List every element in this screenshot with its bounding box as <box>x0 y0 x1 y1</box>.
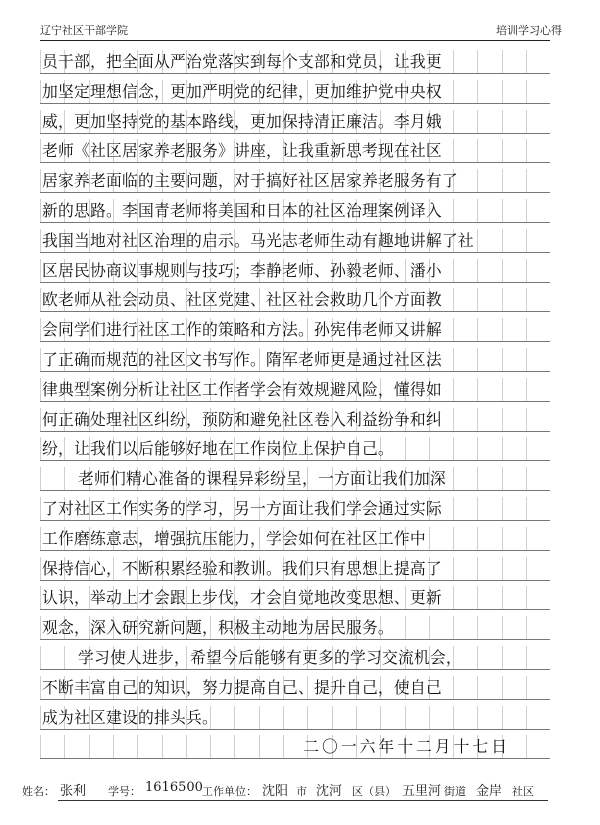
grid-cell <box>40 467 64 491</box>
footer-rule <box>58 800 548 801</box>
manuscript-line <box>40 378 550 402</box>
line-text: 观念，深入研究新问题，积极主动地为居民服务。 <box>42 618 394 638</box>
line-rule <box>40 222 550 223</box>
grid-cell <box>259 735 283 759</box>
manuscript-line <box>40 139 550 163</box>
manuscript-line <box>40 229 550 253</box>
grid-cell <box>64 735 88 759</box>
manuscript-line <box>40 199 550 223</box>
student-id-value: 1616500 <box>145 780 203 795</box>
line-text: 何正确处理社区纠纷，预防和避免社区卷入利益纷争和纠 <box>42 409 442 429</box>
city-value: 沈阳 <box>262 784 289 799</box>
manuscript-line <box>40 497 550 521</box>
line-rule <box>40 282 550 283</box>
student-id-label: 学号： <box>108 785 141 798</box>
line-text: 区居民协商议事规则与技巧；李静老师、孙毅老师、潘小 <box>42 260 442 280</box>
grid-cell <box>89 735 113 759</box>
line-text: 我国当地对社区治理的启示。马光志老师生动有趣地讲解了社 <box>42 230 474 250</box>
line-rule <box>40 73 550 74</box>
line-rule <box>40 550 550 551</box>
grid-cell <box>40 646 64 670</box>
line-text: 了对社区工作实务的学习，另一方面让我们学会通过实际 <box>42 499 442 518</box>
page-header <box>0 16 600 40</box>
community-value: 金岸 <box>476 784 503 799</box>
work-unit-label: 工作单位： <box>202 785 257 798</box>
line-rule <box>40 311 550 312</box>
manuscript-line <box>40 348 550 372</box>
manuscript-line <box>40 169 550 193</box>
line-rule <box>40 729 550 730</box>
writing-grid <box>40 50 550 765</box>
manuscript-line <box>40 50 550 74</box>
line-rule <box>40 133 550 134</box>
line-text: 学习使人进步，希望今后能够有更多的学习交流机会， <box>78 648 462 667</box>
district-suffix: 区（县） <box>352 785 396 798</box>
grid-cell <box>186 735 210 759</box>
line-rule <box>40 758 550 759</box>
grid-cell <box>137 735 161 759</box>
manuscript-line <box>40 110 550 134</box>
manuscript-line <box>40 527 550 551</box>
community-suffix: 社区 <box>512 785 534 798</box>
signature-date: 二〇一六年十二月十七日 <box>303 737 510 757</box>
line-rule <box>40 490 550 491</box>
student-info-footer <box>0 780 600 807</box>
line-text: 加坚定理想信念，更加严明党的纪律，更加维护党中央权 <box>42 81 442 101</box>
line-rule <box>40 639 550 640</box>
line-rule <box>40 431 550 432</box>
line-text: 新的思路。李国青老师将美国和日本的社区治理案例译入 <box>42 201 442 220</box>
manuscript-line <box>40 676 550 700</box>
line-rule <box>40 252 550 253</box>
line-rule <box>40 341 550 342</box>
manuscript-line <box>40 706 550 730</box>
grid-cell <box>210 735 234 759</box>
document-type: 培训学习心得 <box>496 24 562 37</box>
line-rule <box>40 371 550 372</box>
header-rule <box>40 40 550 41</box>
grid-cell <box>234 735 258 759</box>
manuscript-line <box>40 616 550 640</box>
line-rule <box>40 520 550 521</box>
line-text: 老师们精心准备的课程异彩纷呈，一方面让我们加深 <box>78 469 446 489</box>
name-label: 姓名： <box>22 785 55 798</box>
grid-cell <box>113 735 137 759</box>
manuscript-line <box>40 557 550 581</box>
line-text: 会同学们进行社区工作的策略和方法。孙宪伟老师又讲解 <box>42 320 442 340</box>
line-text: 员干部，把全面从严治党落实到每个支部和党员，让我更 <box>42 52 442 71</box>
line-rule <box>40 103 550 104</box>
line-rule <box>40 580 550 581</box>
name-value: 张利 <box>60 784 87 799</box>
line-rule <box>40 699 550 700</box>
line-text: 保持信心，不断积累经验和教训。我们只有思想上提高了 <box>42 558 442 578</box>
manuscript-line <box>40 408 550 432</box>
line-rule <box>40 401 550 402</box>
line-text: 律典型案例分析让社区工作者学会有效规避风险，懂得如 <box>42 379 442 399</box>
line-text: 纷，让我们以后能够好地在工作岗位上保护自己。 <box>42 439 394 459</box>
manuscript-line <box>40 437 550 461</box>
grid-cell <box>162 735 186 759</box>
school-name: 辽宁社区干部学院 <box>40 24 128 37</box>
line-rule <box>40 460 550 461</box>
manuscript-line <box>40 646 550 670</box>
district-value: 沈河 <box>316 784 343 799</box>
line-rule <box>40 162 550 163</box>
grid-cell <box>40 735 64 759</box>
line-text: 了正确而规范的社区文书写作。隋军老师更是通过社区法 <box>42 350 442 369</box>
line-text: 认识，举动上才会跟上步伐，才会自觉地改变思想、更新 <box>42 588 442 608</box>
street-value: 五里河 <box>402 784 442 799</box>
manuscript-line <box>40 288 550 312</box>
line-text: 欧老师从社会动员、社区党建、社区社会救助几个方面教 <box>42 290 442 310</box>
line-text: 威，更加坚持党的基本路线，更加保持清正廉洁。李月娥 <box>42 111 442 131</box>
line-rule <box>40 669 550 670</box>
line-text: 成为社区建设的排头兵。 <box>42 707 218 727</box>
street-suffix: 街道 <box>444 785 466 798</box>
manuscript-line <box>40 259 550 283</box>
grid-cell <box>526 735 550 759</box>
line-text: 工作磨练意志，增强抗压能力，学会如何在社区工作中 <box>42 528 426 548</box>
manuscript-line <box>40 467 550 491</box>
manuscript-line <box>40 318 550 342</box>
line-rule <box>40 609 550 610</box>
manuscript-line <box>40 80 550 104</box>
line-text: 老师《社区居家养老服务》讲座，让我重新思考现在社区 <box>42 141 442 161</box>
line-text: 居家养老面临的主要问题，对于搞好社区居家养老服务有了 <box>42 171 458 191</box>
manuscript-line <box>40 735 550 759</box>
city-suffix: 市 <box>296 785 307 798</box>
manuscript-line <box>40 586 550 610</box>
line-text: 不断丰富自己的知识，努力提高自己、提升自己，使自己 <box>42 677 442 697</box>
line-rule <box>40 192 550 193</box>
